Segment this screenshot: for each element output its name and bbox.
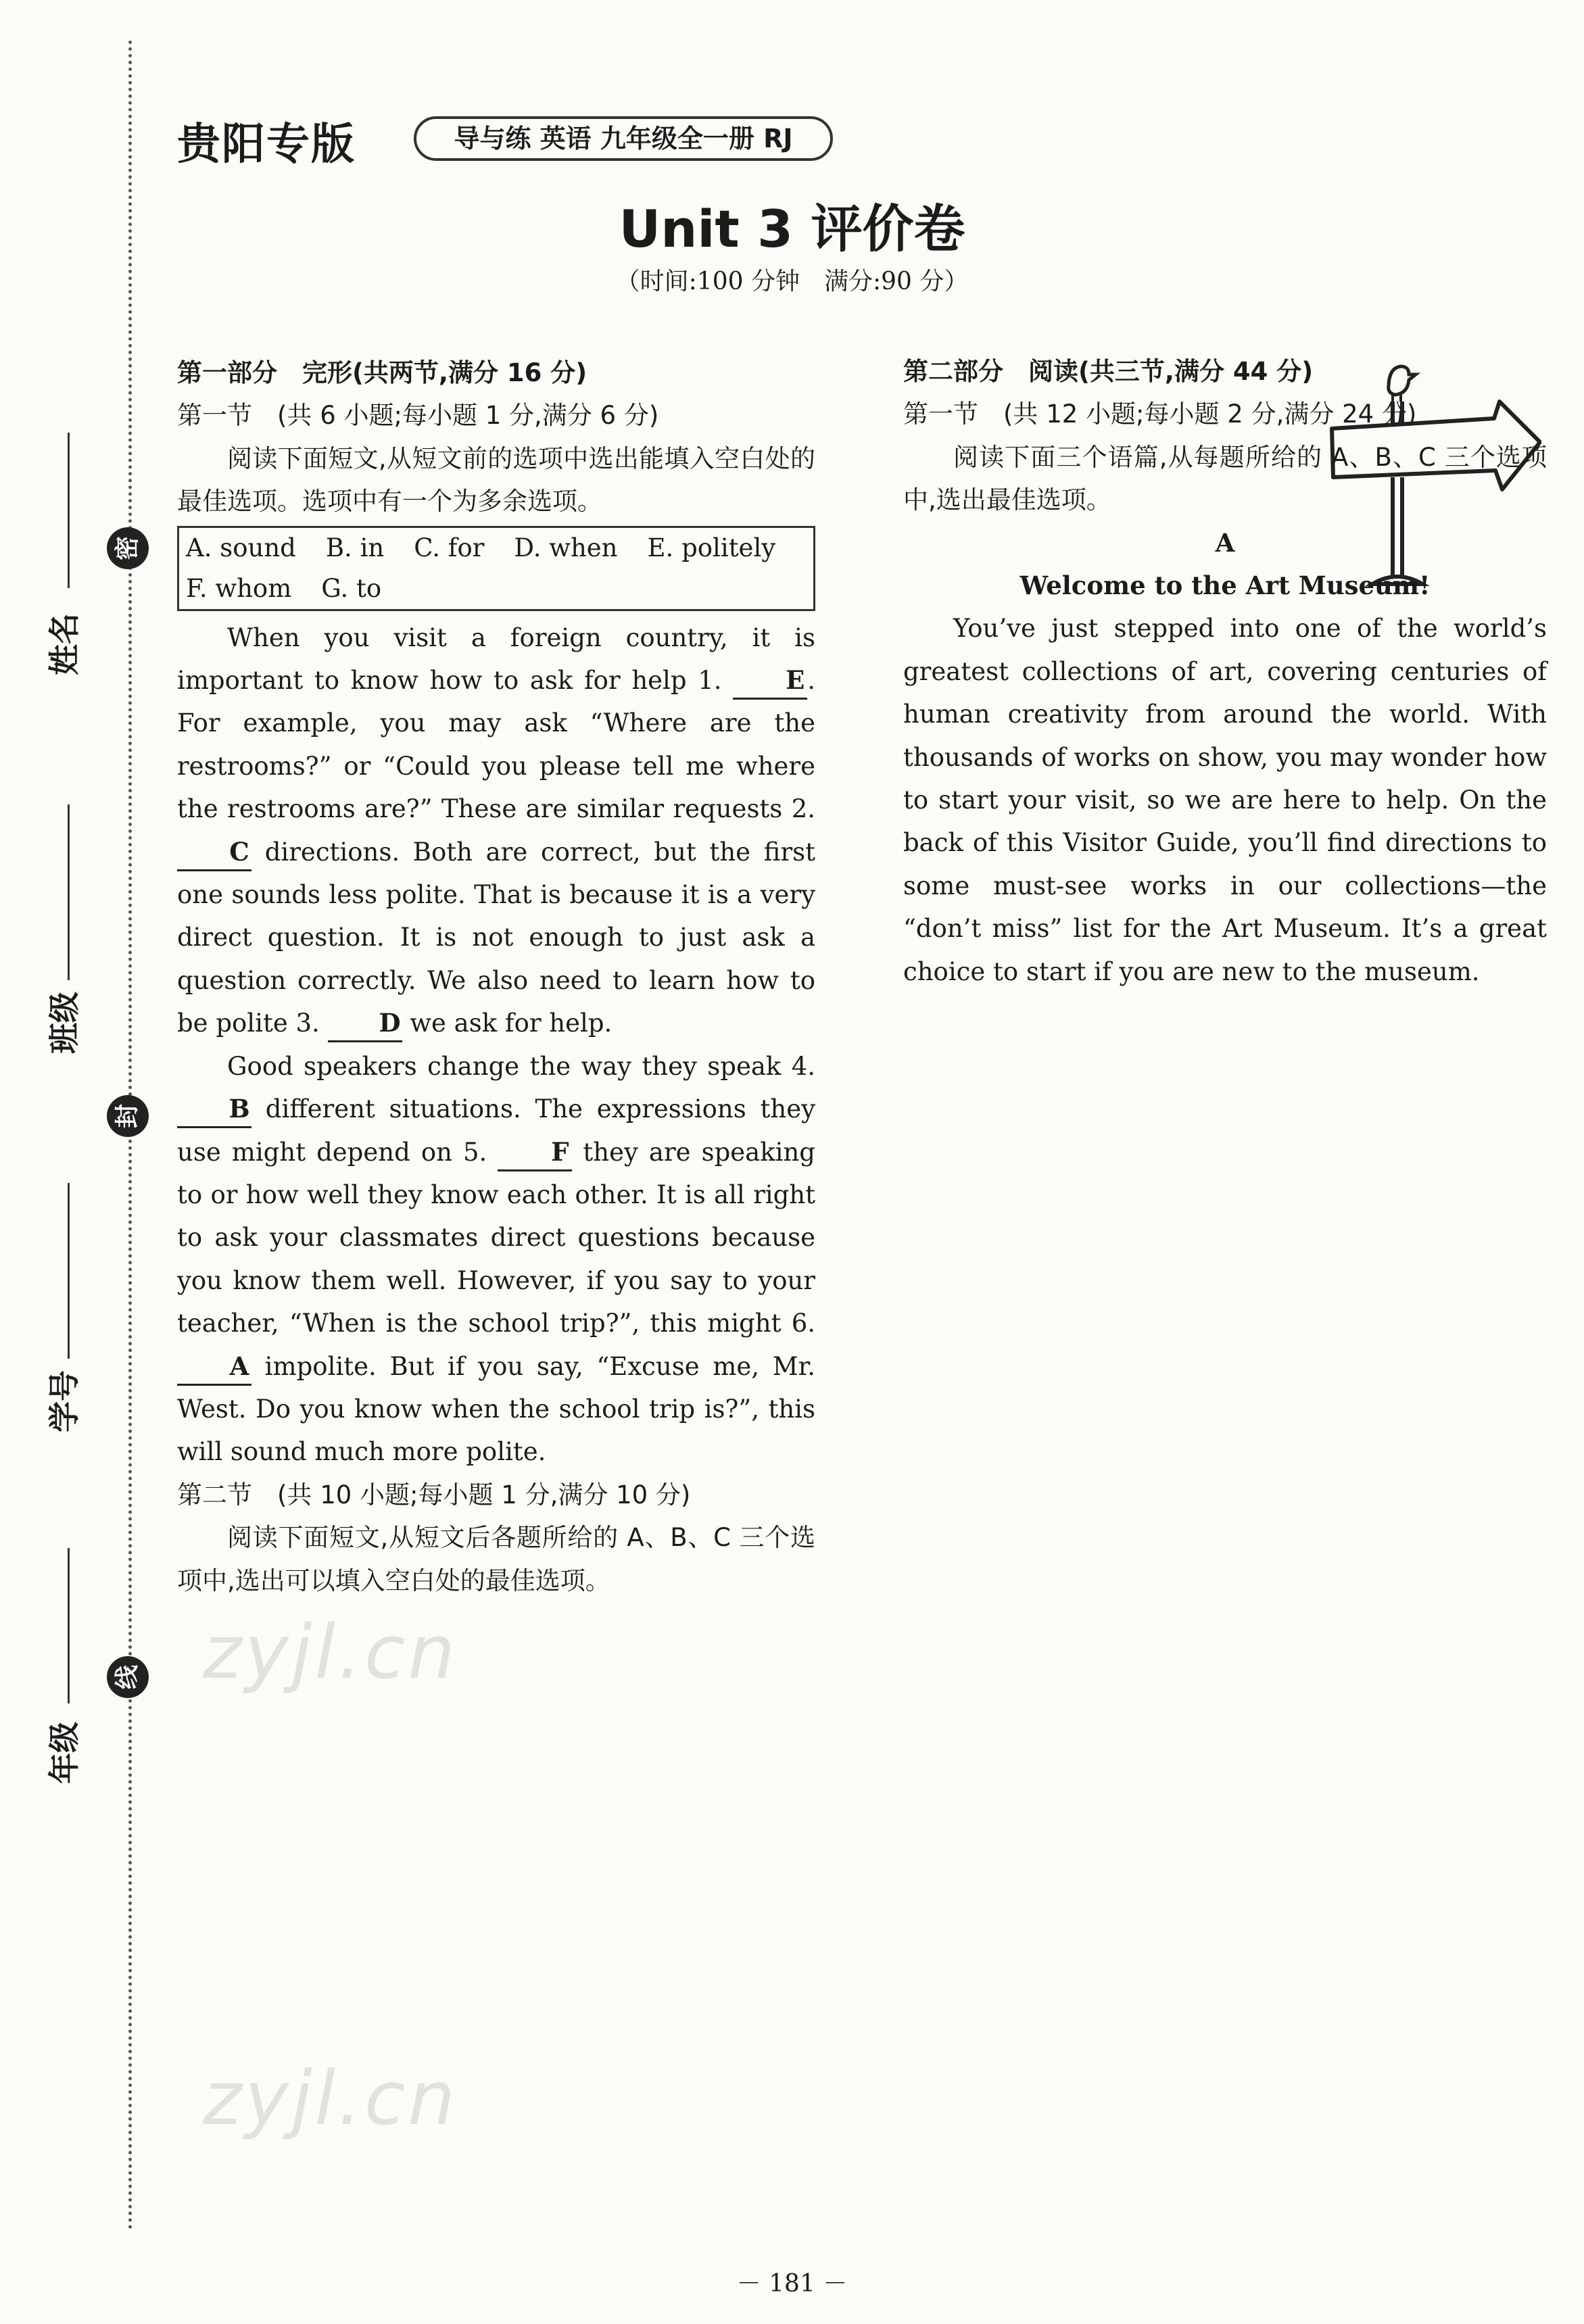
options-row-1 [186, 528, 807, 568]
part1-sec2-instruction: 阅读下面短文,从短文后各题所给的 A、B、C 三个选项中,选出可以填入空白处的最佳选项。 [177, 1523, 815, 1595]
exam-info: （时间:100 分钟 满分:90 分） [615, 268, 969, 295]
blank-answer: D [328, 1005, 402, 1042]
blank-answer: A [177, 1349, 251, 1386]
part2-sec1-heading: 第一节 (共 12 小题;每小题 2 分,满分 24 分) [903, 400, 1417, 429]
part1-sec1-instruction: 阅读下面短文,从短文前的选项中选出能填入空白处的最佳选项。选项中有一个为多余选项。 [177, 443, 815, 516]
left-column [177, 352, 815, 1602]
watermark-1: zyjl.cn [203, 1609, 458, 1695]
option-b: B. in [325, 533, 385, 562]
option-g: G. to [321, 573, 382, 603]
passage-title: Welcome to the Art Museum! [1019, 571, 1431, 601]
part1-sec1-heading: 第一节 (共 6 小题;每小题 1 分,满分 6 分) [177, 401, 659, 431]
passage-1 [177, 616, 815, 1474]
passage-text: You’ve just stepped into one of the world’s greatest collections of art, covering centuries of human creativity from around the world. With thousands of works on show, you may wonder how to start your visit, so we are here to help. On the back of this Visitor Guide, you’ll find directions to some must-see works in our collections—the “don’t miss” list for the Art Museum. It’s a great choice to start if you are new to the museum. [903, 614, 1547, 986]
grade-label: 年级 [46, 1722, 82, 1784]
option-c: C. for [414, 533, 485, 562]
passage-label: A [1215, 527, 1235, 558]
options-box [177, 526, 815, 611]
blank-answer: B [177, 1091, 251, 1128]
option-f: F. whom [186, 573, 292, 603]
page-title: Unit 3 评价卷 [619, 199, 965, 259]
blank-answer: C [177, 834, 251, 871]
seal-mi: 密 [107, 527, 149, 569]
class-line [68, 804, 70, 980]
blank-answer: F [498, 1134, 572, 1171]
seal-feng: 封 [107, 1095, 149, 1137]
part1-sec2-heading: 第二节 (共 10 小题;每小题 1 分,满分 10 分) [177, 1480, 691, 1509]
part2-heading: 第二部分 阅读(共三节,满分 44 分) [903, 357, 1314, 386]
option-d: D. when [514, 533, 618, 562]
paragraph: Good speakers change the way they speak 4. B different situations. The expressions they use might depend on 5. F they are speaking to or how well they know each other. It is all right to ask your classmates direct questions because you know them well. However, if you say to your teacher, “When is the school trip?”, this might 6. A impolite. But if you say, “Excuse me, Mr. West. Do you know when the school trip is?”, this will sound much more polite. [177, 1051, 815, 1467]
series-label: 导与练 英语 九年级全一册 RJ [414, 116, 833, 161]
class-label: 班级 [46, 992, 82, 1054]
watermark-2: zyjl.cn [203, 2055, 458, 2141]
option-e: E. politely [647, 533, 776, 562]
name-line [68, 433, 70, 588]
binding-margin [0, 0, 162, 2324]
paragraph: When you visit a foreign country, it is important to know how to ask for help 1. E . For example, you may ask “Where are the restrooms?” or “Could you please tell me where the restrooms are?” These are similar requests 2. C directions. Both are correct, but the first one sounds less polite. That is because it is a very direct question. It is not enough to just ask a question correctly. We also need to learn how to be polite 3. D we ask for help. [177, 616, 815, 1045]
student-id-label: 学号 [46, 1370, 82, 1432]
part1-heading: 第一部分 完形(共两节,满分 16 分) [177, 358, 587, 387]
seal-xian: 线 [107, 1656, 149, 1698]
option-a: A. sound [186, 533, 296, 562]
grade-line [68, 1548, 70, 1703]
blank-answer: E [733, 662, 807, 700]
name-label: 姓名 [46, 613, 82, 675]
student-id-line [68, 1183, 70, 1359]
brand-label: 贵阳专版 [177, 120, 356, 170]
right-column [903, 350, 1547, 993]
part2-sec1-instruction: 阅读下面三个语篇,从每题所给的 A、B、C 三个选项中,选出最佳选项。 [903, 442, 1547, 515]
page-number: － 181 － [736, 2270, 848, 2298]
options-row-2 [186, 568, 807, 609]
